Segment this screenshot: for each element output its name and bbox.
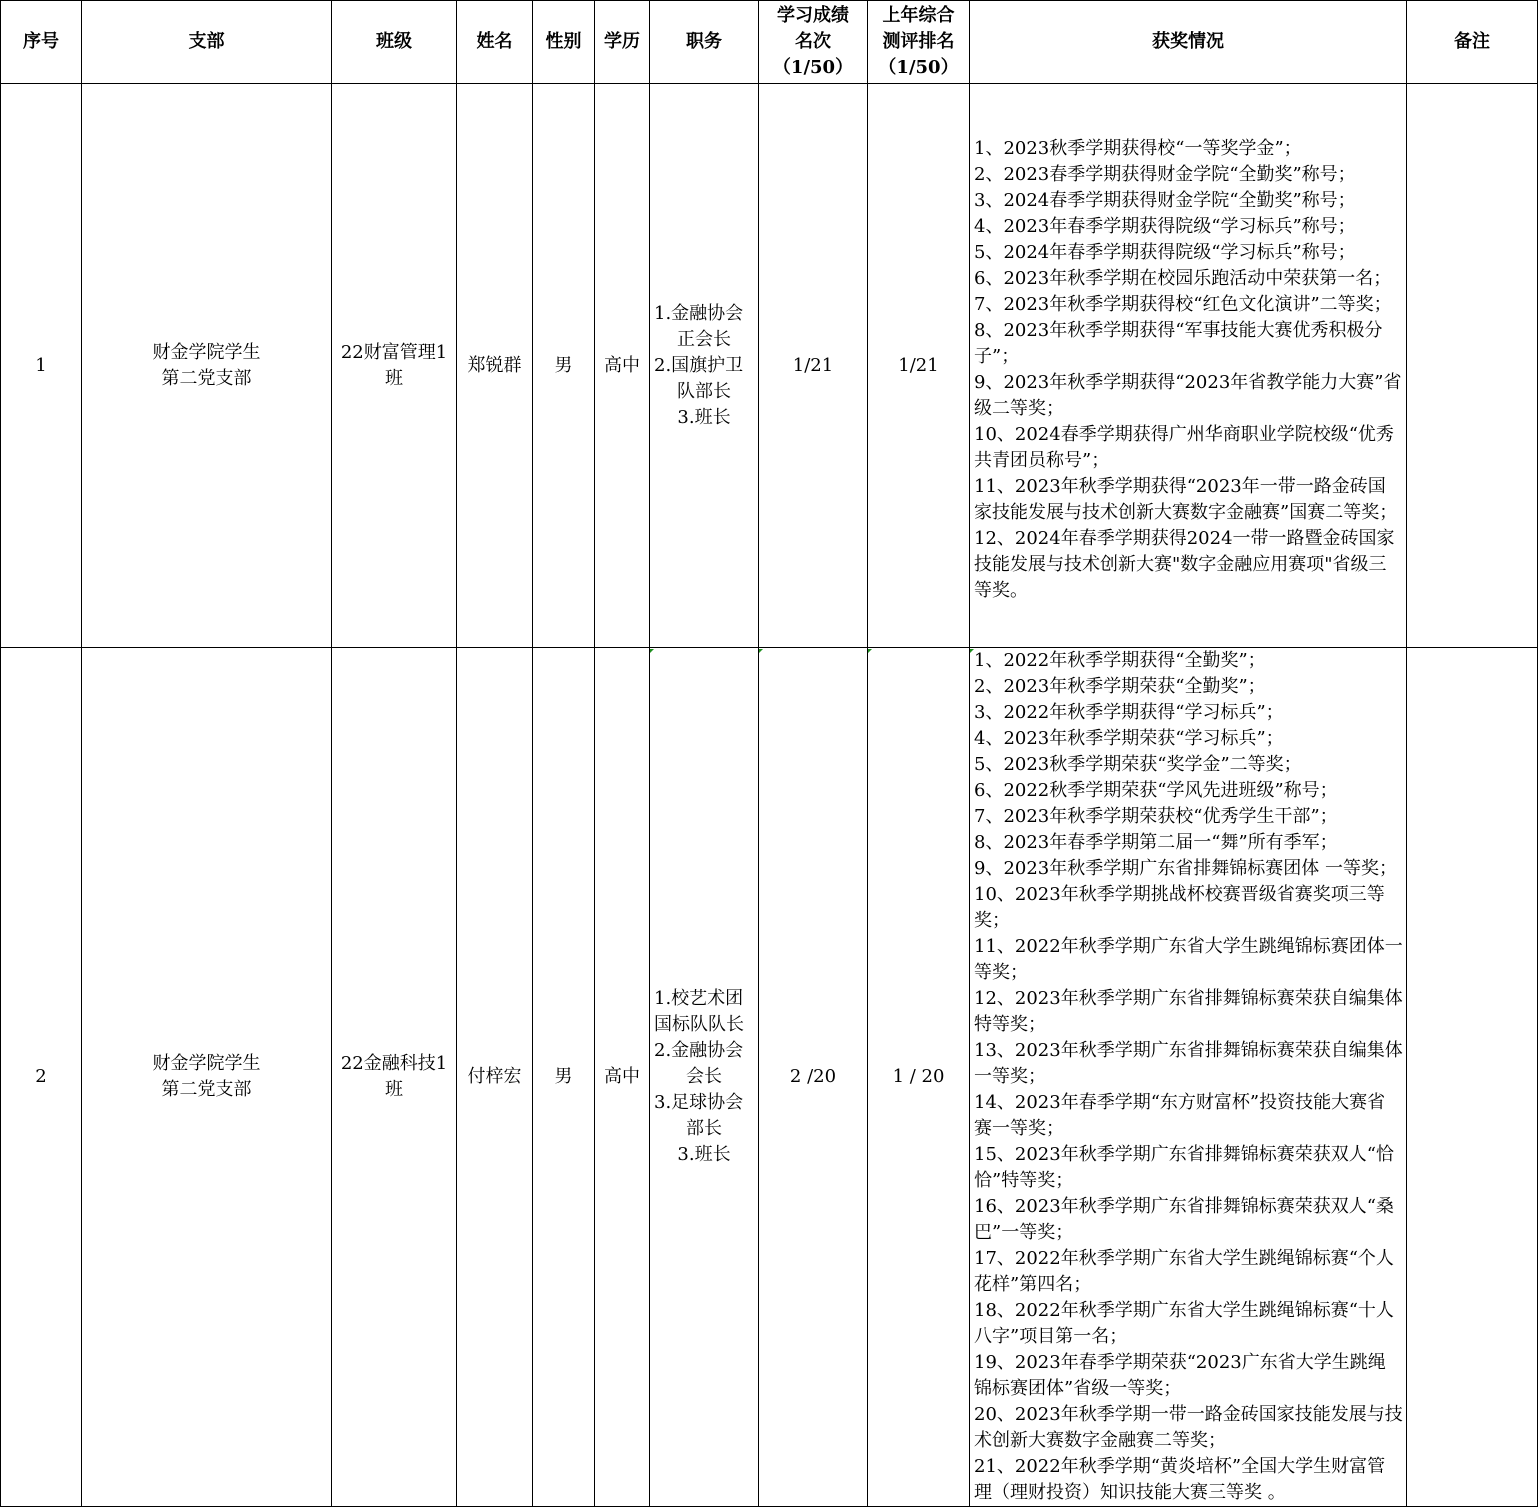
row-awards xyxy=(970,84,1407,648)
header-row xyxy=(1,1,1538,84)
header-index: 序号 xyxy=(1,1,82,84)
class-line: 22财富管理1 xyxy=(340,341,448,363)
class-line: 班 xyxy=(385,367,403,389)
award-item: 18、2022年秋季学期广东省大学生跳绳锦标赛“十人八字”项目第一名； xyxy=(974,1300,1394,1347)
header-education: 学历 xyxy=(595,1,650,84)
row-remarks xyxy=(1407,648,1538,1507)
award-item: 17、2022年秋季学期广东省大学生跳绳锦标赛“个人花样”第四名； xyxy=(974,1248,1394,1295)
row-branch xyxy=(82,648,332,1507)
position-line: 3.班长 xyxy=(677,406,731,428)
header-gender: 性别 xyxy=(533,1,595,84)
position-line: 1.校艺术团 xyxy=(654,988,744,1009)
branch-line: 财金学院学生 xyxy=(152,1053,261,1074)
award-item: 5、2024年春季学期获得院级“学习标兵”称号； xyxy=(974,241,1356,263)
header-eval-rank xyxy=(868,1,970,84)
row-eval-rank: 1 / 20 xyxy=(868,648,970,1507)
header-position: 职务 xyxy=(650,1,759,84)
award-item: 11、2022年秋季学期广东省大学生跳绳锦标赛团体一等奖； xyxy=(974,936,1403,983)
header-score-rank-line: 学习成绩 xyxy=(777,5,849,26)
class-line: 22金融科技1 xyxy=(340,1053,448,1074)
header-branch: 支部 xyxy=(82,1,332,84)
row-score-rank: 2 /20 xyxy=(759,648,868,1507)
award-item: 2、2023春季学期获得财金学院“全勤奖”称号； xyxy=(974,163,1356,185)
row-education: 高中 xyxy=(595,84,650,648)
award-item: 7、2023年秋季学期获得校“红色文化演讲”二等奖； xyxy=(974,293,1392,315)
table-row xyxy=(1,84,1538,648)
position-line: 会长 xyxy=(686,1066,722,1087)
award-item: 19、2023年春季学期荣获“2023广东省大学生跳绳锦标赛团体”省级一等奖； xyxy=(974,1352,1386,1399)
position-line: 2.国旗护卫 xyxy=(654,354,744,376)
header-score-rank-line: （1/50） xyxy=(772,57,854,78)
header-eval-rank-line: 测评排名 xyxy=(882,31,955,52)
award-item: 9、2023年秋季学期获得“2023年省教学能力大赛”省级二等奖； xyxy=(974,371,1402,419)
award-item: 6、2023年秋季学期在校园乐跑活动中荣获第一名； xyxy=(974,267,1392,289)
row-eval-rank: 1/21 xyxy=(868,84,970,648)
row-name: 付梓宏 xyxy=(457,648,533,1507)
award-item: 8、2023年春季学期第二届一“舞”所有季军； xyxy=(974,832,1338,853)
award-item: 7、2023年秋季学期荣获校“优秀学生干部”； xyxy=(974,806,1338,827)
award-item: 16、2023年秋季学期广东省排舞锦标赛荣获双人“桑巴”一等奖； xyxy=(974,1196,1394,1243)
branch-line: 第二党支部 xyxy=(161,1079,252,1100)
award-item: 14、2023年春季学期“东方财富杯”投资技能大赛省赛一等奖； xyxy=(974,1092,1386,1139)
award-item: 8、2023年秋季学期获得“军事技能大赛优秀积极分子”； xyxy=(974,319,1383,367)
row-class xyxy=(332,648,457,1507)
cell-marker-icon xyxy=(970,649,974,653)
award-item: 1、2023秋季学期获得校“一等奖学金”； xyxy=(974,137,1302,159)
award-item: 12、2024年春季学期获得2024一带一路暨金砖国家技能发展与技术创新大赛"数字金融应用赛项"省级三等奖。 xyxy=(974,527,1395,601)
position-line: 部长 xyxy=(686,1118,722,1139)
row-gender: 男 xyxy=(533,84,595,648)
award-item: 3、2022年秋季学期获得“学习标兵”； xyxy=(974,702,1284,723)
award-item: 9、2023年秋季学期广东省排舞锦标赛团体 一等奖； xyxy=(974,858,1397,879)
award-item: 10、2023年秋季学期挑战杯校赛晋级省赛奖项三等奖； xyxy=(974,884,1385,931)
table-row xyxy=(1,648,1538,1507)
position-line: 3.足球协会 xyxy=(654,1092,744,1113)
branch-line: 财金学院学生 xyxy=(152,341,261,363)
position-line: 1.金融协会 xyxy=(654,302,744,324)
row-score-rank: 1/21 xyxy=(759,84,868,648)
award-item: 5、2023秋季学期荣获“奖学金”二等奖； xyxy=(974,754,1302,775)
header-eval-rank-line: 上年综合 xyxy=(882,5,955,26)
position-line: 3.班长 xyxy=(677,1144,731,1165)
cell-marker-icon xyxy=(868,649,872,653)
award-item: 4、2023年秋季学期荣获“学习标兵”； xyxy=(974,728,1284,749)
class-line: 班 xyxy=(385,1079,403,1100)
row-branch xyxy=(82,84,332,648)
cell-marker-icon xyxy=(759,649,763,653)
row-position xyxy=(650,84,759,648)
header-name: 姓名 xyxy=(457,1,533,84)
header-remarks: 备注 xyxy=(1407,1,1538,84)
award-item: 20、2023年秋季学期一带一路金砖国家技能发展与技术创新大赛数字金融赛二等奖； xyxy=(974,1404,1403,1451)
row-index: 2 xyxy=(1,648,82,1507)
row-awards xyxy=(970,648,1407,1507)
award-item: 12、2023年秋季学期广东省排舞锦标赛荣获自编集体特等奖； xyxy=(974,988,1403,1035)
row-remarks xyxy=(1407,84,1538,648)
header-class: 班级 xyxy=(332,1,457,84)
position-line: 队部长 xyxy=(677,380,731,402)
header-score-rank xyxy=(759,1,868,84)
row-gender: 男 xyxy=(533,648,595,1507)
position-line: 国标队队长 xyxy=(654,1014,744,1035)
award-item: 4、2023年春季学期获得院级“学习标兵”称号； xyxy=(974,215,1356,237)
award-item: 1、2022年秋季学期获得“全勤奖”； xyxy=(974,650,1266,671)
award-item: 3、2024春季学期获得财金学院“全勤奖”称号； xyxy=(974,189,1356,211)
header-score-rank-line: 名次 xyxy=(795,31,831,52)
cell-marker-icon xyxy=(650,649,654,653)
award-item: 6、2022秋季学期荣获“学风先进班级”称号； xyxy=(974,780,1338,801)
row-index: 1 xyxy=(1,84,82,648)
award-item: 11、2023年秋季学期获得“2023年一带一路金砖国家技能发展与技术创新大赛数字金融赛”国赛二等奖； xyxy=(974,475,1398,523)
award-item: 21、2022年秋季学期“黄炎培杯”全国大学生财富管理（理财投资）知识技能大赛三等奖 。 xyxy=(974,1456,1386,1503)
award-item: 10、2024春季学期获得广州华商职业学院校级“优秀共青团员称号”； xyxy=(974,423,1394,471)
branch-line: 第二党支部 xyxy=(161,367,252,389)
row-position xyxy=(650,648,759,1507)
header-eval-rank-line: （1/50） xyxy=(878,57,959,78)
position-line: 正会长 xyxy=(677,328,731,350)
position-line: 2.金融协会 xyxy=(654,1040,744,1061)
award-item: 2、2023年秋季学期荣获“全勤奖”； xyxy=(974,676,1266,697)
row-name: 郑锐群 xyxy=(457,84,533,648)
award-item: 13、2023年秋季学期广东省排舞锦标赛荣获自编集体一等奖； xyxy=(974,1040,1403,1087)
header-awards: 获奖情况 xyxy=(970,1,1407,84)
row-education: 高中 xyxy=(595,648,650,1507)
award-item: 15、2023年秋季学期广东省排舞锦标赛荣获双人“恰恰”特等奖； xyxy=(974,1144,1394,1191)
row-class xyxy=(332,84,457,648)
